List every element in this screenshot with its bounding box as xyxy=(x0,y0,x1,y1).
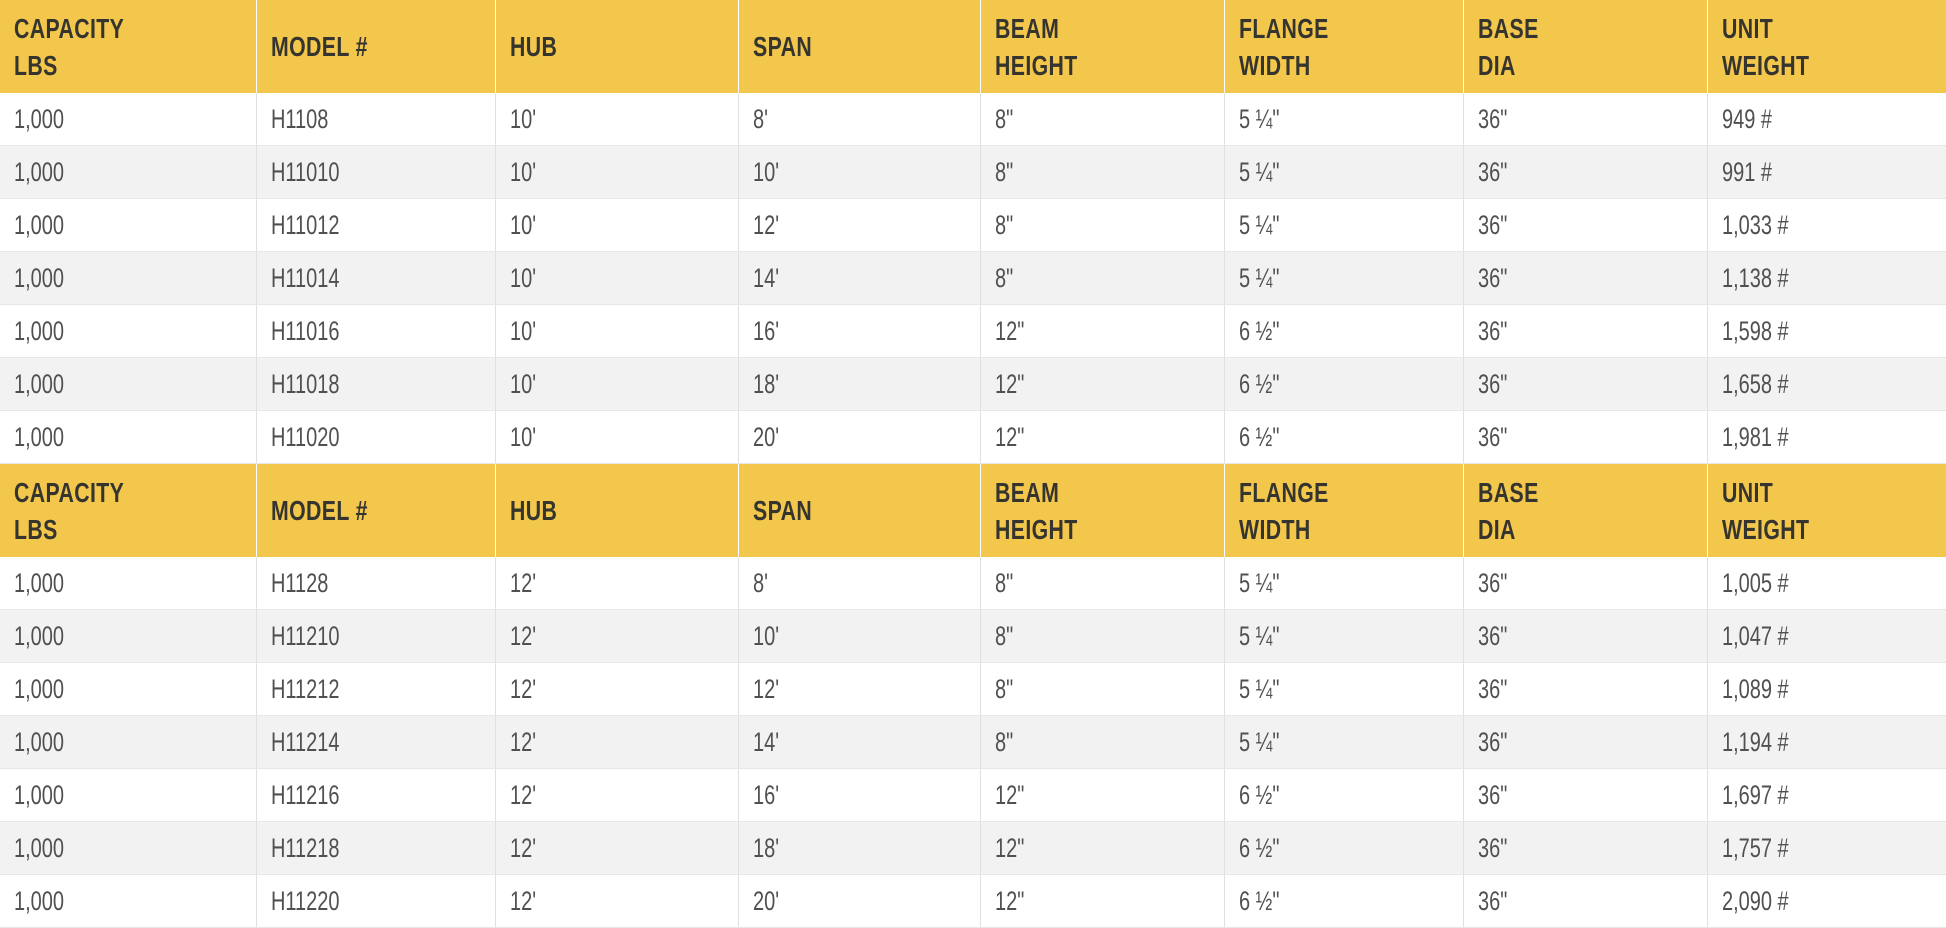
cell-flange-width xyxy=(1224,663,1463,716)
cell-text: 20' xyxy=(752,421,779,452)
cell-beam-height xyxy=(980,822,1224,875)
cell-base-dia xyxy=(1463,769,1708,822)
cell-text: 8" xyxy=(994,209,1013,240)
header-cell-model-number xyxy=(256,0,496,93)
cell-flange-width xyxy=(1224,252,1463,305)
header-line: LBS xyxy=(14,49,58,81)
cell-model-number xyxy=(256,305,496,358)
cell-base-dia xyxy=(1463,358,1708,411)
header-cell-capacity-lbs xyxy=(0,464,256,557)
cell-text: 10' xyxy=(510,156,537,187)
cell-text: 1,033 # xyxy=(1722,209,1790,240)
cell-unit-weight xyxy=(1708,769,1946,822)
cell-text: 18' xyxy=(752,368,779,399)
header-line: DIA xyxy=(1477,513,1516,545)
cell-text: 5 ¼" xyxy=(1238,620,1279,651)
cell-capacity-lbs xyxy=(0,557,256,610)
header-cell-base-dia xyxy=(1463,464,1708,557)
cell-text: 1,697 # xyxy=(1722,779,1790,810)
cell-text: 36" xyxy=(1477,156,1507,187)
header-line: HUB xyxy=(510,495,558,526)
cell-text: 8" xyxy=(994,673,1013,704)
cell-text: 12" xyxy=(994,885,1024,916)
header-line: BASE xyxy=(1477,12,1539,44)
cell-text: H11014 xyxy=(270,262,340,293)
cell-text: 1,089 # xyxy=(1722,673,1790,704)
header-cell-base-dia xyxy=(1463,0,1708,93)
cell-text: H11214 xyxy=(270,726,340,757)
cell-text: 36" xyxy=(1477,567,1507,598)
cell-hub xyxy=(496,557,738,610)
table-row xyxy=(0,146,1946,199)
cell-hub xyxy=(496,252,738,305)
cell-beam-height xyxy=(980,875,1224,928)
cell-text: H11016 xyxy=(270,315,340,346)
cell-model-number xyxy=(256,93,496,146)
cell-text: 1,000 xyxy=(14,832,65,863)
cell-text: 6 ½" xyxy=(1238,832,1279,863)
cell-base-dia xyxy=(1463,610,1708,663)
cell-capacity-lbs xyxy=(0,93,256,146)
cell-text: 6 ½" xyxy=(1238,779,1279,810)
cell-flange-width xyxy=(1224,305,1463,358)
cell-beam-height xyxy=(980,305,1224,358)
cell-beam-height xyxy=(980,93,1224,146)
header-line: WIDTH xyxy=(1238,49,1311,81)
cell-model-number xyxy=(256,199,496,252)
header-cell-flange-width xyxy=(1224,0,1463,93)
header-line: HEIGHT xyxy=(994,49,1078,81)
cell-flange-width xyxy=(1224,146,1463,199)
cell-model-number xyxy=(256,663,496,716)
cell-model-number xyxy=(256,358,496,411)
cell-text: 8' xyxy=(752,103,768,134)
cell-hub xyxy=(496,822,738,875)
cell-span xyxy=(738,610,980,663)
cell-hub xyxy=(496,199,738,252)
cell-unit-weight xyxy=(1708,610,1946,663)
cell-model-number xyxy=(256,610,496,663)
cell-text: 5 ¼" xyxy=(1238,726,1279,757)
cell-hub xyxy=(496,769,738,822)
cell-text: 12' xyxy=(510,779,537,810)
header-row xyxy=(0,464,1946,557)
cell-capacity-lbs xyxy=(0,199,256,252)
header-line: WEIGHT xyxy=(1722,49,1810,81)
cell-text: 12' xyxy=(752,673,779,704)
cell-span xyxy=(738,146,980,199)
cell-text: 10' xyxy=(752,156,779,187)
cell-text: 14' xyxy=(752,726,779,757)
cell-beam-height xyxy=(980,610,1224,663)
cell-text: 6 ½" xyxy=(1238,421,1279,452)
cell-flange-width xyxy=(1224,610,1463,663)
cell-text: 36" xyxy=(1477,262,1507,293)
cell-beam-height xyxy=(980,769,1224,822)
header-line: CAPACITY xyxy=(14,476,125,508)
cell-beam-height xyxy=(980,557,1224,610)
cell-text: 6 ½" xyxy=(1238,315,1279,346)
cell-text: 36" xyxy=(1477,368,1507,399)
cell-beam-height xyxy=(980,252,1224,305)
cell-text: 5 ¼" xyxy=(1238,673,1279,704)
cell-text: 1,005 # xyxy=(1722,567,1790,598)
cell-model-number xyxy=(256,769,496,822)
cell-hub xyxy=(496,663,738,716)
cell-capacity-lbs xyxy=(0,252,256,305)
cell-model-number xyxy=(256,875,496,928)
header-line: WIDTH xyxy=(1238,513,1311,545)
header-cell-beam-height xyxy=(980,0,1224,93)
cell-flange-width xyxy=(1224,822,1463,875)
cell-base-dia xyxy=(1463,305,1708,358)
cell-beam-height xyxy=(980,411,1224,464)
cell-flange-width xyxy=(1224,411,1463,464)
cell-unit-weight xyxy=(1708,875,1946,928)
cell-text: 8" xyxy=(994,156,1013,187)
cell-text: 1,000 xyxy=(14,156,65,187)
cell-base-dia xyxy=(1463,716,1708,769)
cell-span xyxy=(738,557,980,610)
header-line: UNIT xyxy=(1722,476,1774,508)
cell-span xyxy=(738,358,980,411)
cell-text: 1,000 xyxy=(14,620,65,651)
cell-text: 10' xyxy=(510,315,537,346)
table-row xyxy=(0,252,1946,305)
header-row xyxy=(0,0,1946,93)
cell-text: 10' xyxy=(510,209,537,240)
cell-span xyxy=(738,411,980,464)
cell-base-dia xyxy=(1463,252,1708,305)
cell-unit-weight xyxy=(1708,93,1946,146)
cell-text: 6 ½" xyxy=(1238,885,1279,916)
cell-beam-height xyxy=(980,663,1224,716)
cell-flange-width xyxy=(1224,199,1463,252)
cell-text: 5 ¼" xyxy=(1238,156,1279,187)
cell-text: 8" xyxy=(994,567,1013,598)
cell-base-dia xyxy=(1463,875,1708,928)
cell-text: 36" xyxy=(1477,779,1507,810)
header-cell-unit-weight xyxy=(1708,0,1946,93)
cell-hub xyxy=(496,305,738,358)
table-row xyxy=(0,93,1946,146)
cell-hub xyxy=(496,610,738,663)
table-row xyxy=(0,822,1946,875)
table-row xyxy=(0,305,1946,358)
cell-beam-height xyxy=(980,716,1224,769)
table-row xyxy=(0,199,1946,252)
cell-text: 1,757 # xyxy=(1722,832,1790,863)
cell-text: 12" xyxy=(994,315,1024,346)
cell-text: 10' xyxy=(510,368,537,399)
header-line: MODEL # xyxy=(270,31,368,62)
cell-unit-weight xyxy=(1708,411,1946,464)
cell-beam-height xyxy=(980,358,1224,411)
cell-base-dia xyxy=(1463,663,1708,716)
header-line: HUB xyxy=(510,31,558,62)
cell-text: 8" xyxy=(994,262,1013,293)
cell-text: 10' xyxy=(510,262,537,293)
cell-text: 36" xyxy=(1477,620,1507,651)
cell-hub xyxy=(496,411,738,464)
cell-text: 1,000 xyxy=(14,103,65,134)
cell-text: 36" xyxy=(1477,832,1507,863)
cell-text: 12" xyxy=(994,421,1024,452)
cell-text: 1,000 xyxy=(14,368,65,399)
cell-text: 10' xyxy=(510,103,537,134)
header-cell-span xyxy=(738,464,980,557)
cell-capacity-lbs xyxy=(0,411,256,464)
cell-capacity-lbs xyxy=(0,610,256,663)
cell-span xyxy=(738,199,980,252)
header-line: FLANGE xyxy=(1238,476,1329,508)
cell-text: H11210 xyxy=(270,620,340,651)
table-row xyxy=(0,663,1946,716)
cell-text: H11020 xyxy=(270,421,340,452)
header-cell-hub xyxy=(496,0,738,93)
cell-unit-weight xyxy=(1708,557,1946,610)
cell-text: 10' xyxy=(510,421,537,452)
header-cell-hub xyxy=(496,464,738,557)
cell-base-dia xyxy=(1463,411,1708,464)
cell-flange-width xyxy=(1224,716,1463,769)
cell-text: 5 ¼" xyxy=(1238,567,1279,598)
header-line: HEIGHT xyxy=(994,513,1078,545)
cell-capacity-lbs xyxy=(0,769,256,822)
cell-text: 12" xyxy=(994,368,1024,399)
cell-unit-weight xyxy=(1708,822,1946,875)
cell-beam-height xyxy=(980,146,1224,199)
cell-text: 1,598 # xyxy=(1722,315,1790,346)
cell-text: 12' xyxy=(510,832,537,863)
table-row xyxy=(0,769,1946,822)
cell-flange-width xyxy=(1224,875,1463,928)
cell-text: 1,000 xyxy=(14,673,65,704)
cell-unit-weight xyxy=(1708,716,1946,769)
cell-text: 36" xyxy=(1477,885,1507,916)
cell-text: 6 ½" xyxy=(1238,368,1279,399)
cell-text: H11216 xyxy=(270,779,340,810)
cell-text: 1,000 xyxy=(14,421,65,452)
cell-text: 5 ¼" xyxy=(1238,262,1279,293)
cell-unit-weight xyxy=(1708,199,1946,252)
cell-text: 8" xyxy=(994,726,1013,757)
cell-span xyxy=(738,875,980,928)
cell-capacity-lbs xyxy=(0,663,256,716)
header-cell-unit-weight xyxy=(1708,464,1946,557)
cell-text: 12" xyxy=(994,779,1024,810)
cell-hub xyxy=(496,146,738,199)
cell-text: H11218 xyxy=(270,832,340,863)
header-cell-model-number xyxy=(256,464,496,557)
cell-model-number xyxy=(256,146,496,199)
table-row xyxy=(0,557,1946,610)
cell-base-dia xyxy=(1463,146,1708,199)
cell-text: H11010 xyxy=(270,156,340,187)
cell-span xyxy=(738,663,980,716)
cell-base-dia xyxy=(1463,199,1708,252)
cell-span xyxy=(738,305,980,358)
cell-text: H1108 xyxy=(270,103,328,134)
header-line: UNIT xyxy=(1722,12,1774,44)
cell-text: 12' xyxy=(752,209,779,240)
cell-hub xyxy=(496,358,738,411)
cell-text: H1128 xyxy=(270,567,328,598)
cell-text: 36" xyxy=(1477,103,1507,134)
header-cell-flange-width xyxy=(1224,464,1463,557)
cell-text: 10' xyxy=(752,620,779,651)
cell-text: 20' xyxy=(752,885,779,916)
cell-hub xyxy=(496,875,738,928)
cell-span xyxy=(738,769,980,822)
cell-model-number xyxy=(256,557,496,610)
header-line: SPAN xyxy=(752,495,812,526)
cell-span xyxy=(738,822,980,875)
cell-text: 12' xyxy=(510,885,537,916)
cell-text: 1,000 xyxy=(14,726,65,757)
cell-text: H11220 xyxy=(270,885,340,916)
cell-text: 12' xyxy=(510,726,537,757)
cell-flange-width xyxy=(1224,93,1463,146)
cell-text: 1,194 # xyxy=(1722,726,1790,757)
cell-capacity-lbs xyxy=(0,875,256,928)
cell-span xyxy=(738,716,980,769)
cell-model-number xyxy=(256,411,496,464)
cell-text: 8' xyxy=(752,567,768,598)
cell-text: 36" xyxy=(1477,315,1507,346)
cell-span xyxy=(738,252,980,305)
cell-text: 1,981 # xyxy=(1722,421,1790,452)
cell-capacity-lbs xyxy=(0,305,256,358)
header-line: BASE xyxy=(1477,476,1539,508)
header-cell-capacity-lbs xyxy=(0,0,256,93)
cell-text: 12' xyxy=(510,567,537,598)
cell-text: 1,000 xyxy=(14,209,65,240)
cell-base-dia xyxy=(1463,822,1708,875)
cell-text: 2,090 # xyxy=(1722,885,1790,916)
cell-text: 1,000 xyxy=(14,315,65,346)
cell-text: 8" xyxy=(994,103,1013,134)
cell-text: 36" xyxy=(1477,421,1507,452)
cell-text: H11018 xyxy=(270,368,340,399)
cell-text: 36" xyxy=(1477,726,1507,757)
header-line: DIA xyxy=(1477,49,1516,81)
cell-unit-weight xyxy=(1708,305,1946,358)
header-line: CAPACITY xyxy=(14,12,125,44)
cell-text: H11212 xyxy=(270,673,340,704)
cell-hub xyxy=(496,93,738,146)
cell-base-dia xyxy=(1463,557,1708,610)
header-cell-span xyxy=(738,0,980,93)
table-row xyxy=(0,411,1946,464)
cell-flange-width xyxy=(1224,769,1463,822)
cell-text: 1,000 xyxy=(14,779,65,810)
cell-capacity-lbs xyxy=(0,146,256,199)
cell-text: 1,047 # xyxy=(1722,620,1790,651)
cell-text: 1,658 # xyxy=(1722,368,1790,399)
cell-hub xyxy=(496,716,738,769)
cell-text: 1,000 xyxy=(14,567,65,598)
cell-capacity-lbs xyxy=(0,716,256,769)
cell-text: 16' xyxy=(752,315,779,346)
cell-text: 5 ¼" xyxy=(1238,209,1279,240)
cell-text: 8" xyxy=(994,620,1013,651)
cell-text: 12' xyxy=(510,673,537,704)
table-row xyxy=(0,358,1946,411)
spec-table-hub-12 xyxy=(0,464,1946,928)
cell-text: 12' xyxy=(510,620,537,651)
cell-text: 16' xyxy=(752,779,779,810)
cell-capacity-lbs xyxy=(0,358,256,411)
header-line: MODEL # xyxy=(270,495,368,526)
cell-text: 1,000 xyxy=(14,885,65,916)
header-line: BEAM xyxy=(994,476,1059,508)
cell-text: 14' xyxy=(752,262,779,293)
table-row xyxy=(0,716,1946,769)
cell-model-number xyxy=(256,252,496,305)
cell-flange-width xyxy=(1224,358,1463,411)
cell-unit-weight xyxy=(1708,252,1946,305)
cell-model-number xyxy=(256,822,496,875)
header-line: LBS xyxy=(14,513,58,545)
header-line: BEAM xyxy=(994,12,1059,44)
header-cell-beam-height xyxy=(980,464,1224,557)
cell-base-dia xyxy=(1463,93,1708,146)
table-row xyxy=(0,610,1946,663)
cell-text: 5 ¼" xyxy=(1238,103,1279,134)
cell-text: 36" xyxy=(1477,209,1507,240)
cell-model-number xyxy=(256,716,496,769)
cell-text: 12" xyxy=(994,832,1024,863)
cell-unit-weight xyxy=(1708,146,1946,199)
header-line: WEIGHT xyxy=(1722,513,1810,545)
cell-capacity-lbs xyxy=(0,822,256,875)
cell-text: 1,000 xyxy=(14,262,65,293)
header-line: FLANGE xyxy=(1238,12,1329,44)
cell-text: H11012 xyxy=(270,209,340,240)
table-row xyxy=(0,875,1946,928)
cell-text: 1,138 # xyxy=(1722,262,1790,293)
cell-text: 949 # xyxy=(1722,103,1773,134)
cell-flange-width xyxy=(1224,557,1463,610)
cell-text: 18' xyxy=(752,832,779,863)
cell-text: 36" xyxy=(1477,673,1507,704)
cell-span xyxy=(738,93,980,146)
header-line: SPAN xyxy=(752,31,812,62)
cell-unit-weight xyxy=(1708,663,1946,716)
cell-unit-weight xyxy=(1708,358,1946,411)
cell-beam-height xyxy=(980,199,1224,252)
cell-text: 991 # xyxy=(1722,156,1773,187)
